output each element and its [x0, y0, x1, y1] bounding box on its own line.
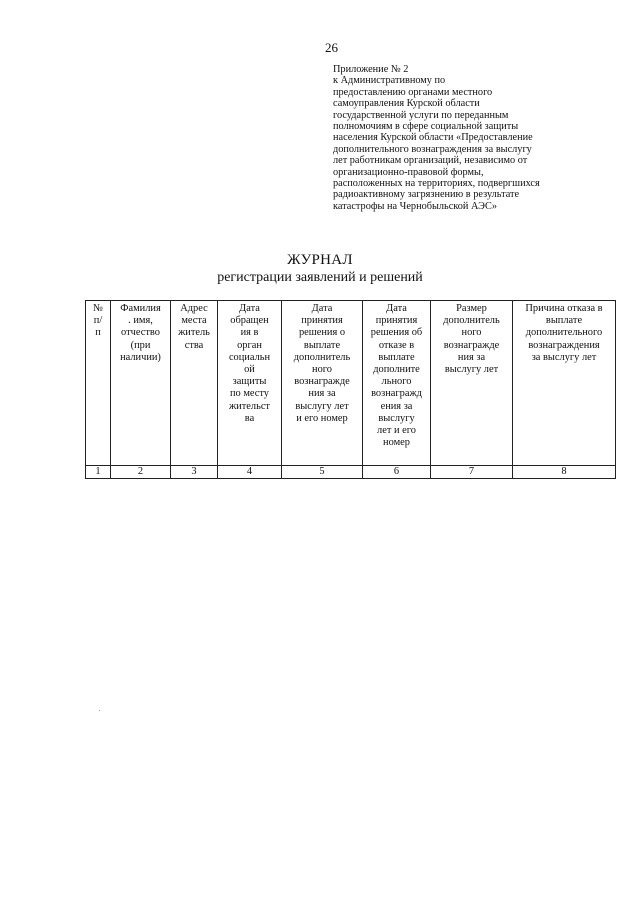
column-header-line: выплате: [303, 339, 341, 351]
column-header-line: лет и его: [377, 425, 416, 437]
column-header-line: выплате: [545, 315, 583, 327]
column-header-line: принятия: [375, 315, 418, 327]
column-header-refusal-date: [363, 301, 431, 466]
column-header-line: ства: [184, 339, 204, 351]
appendix-line: дополнительного вознаграждения за выслугу: [333, 143, 532, 155]
column-header-line: наличии): [120, 351, 161, 363]
scan-speck: [99, 710, 100, 711]
journal-title: ЖУРНАЛ: [287, 252, 353, 268]
column-header-line: за выслугу лет: [531, 351, 597, 363]
column-header-line: ного: [312, 364, 332, 376]
appendix-line: полномочиям в сфере социальной защиты: [333, 121, 519, 133]
appendix-line: организационно-правовой формы,: [333, 166, 484, 178]
column-header-line: вознагражд: [371, 388, 422, 400]
column-header-line: ния за: [308, 388, 336, 400]
column-header-line: ного: [461, 327, 482, 339]
column-number-cell: 3: [171, 466, 218, 479]
column-number-cell: 1: [86, 466, 111, 479]
column-header-line: Дата: [239, 303, 260, 314]
column-header-line: (при: [130, 339, 151, 351]
column-header-line: вознаграждения: [528, 339, 600, 351]
appendix-line: лет работникам организаций, независимо от: [333, 155, 528, 167]
page-number: 26: [325, 40, 338, 55]
appendix-line: катастрофы на Чернобыльской АЭС»: [333, 200, 497, 212]
column-number-cell: 6: [363, 466, 431, 479]
table-header-row: [86, 301, 616, 466]
column-header-line: Причина отказа в: [525, 303, 603, 314]
column-header-line: выслугу лет: [444, 364, 499, 376]
column-number-cell: 5: [282, 466, 363, 479]
appendix-line: населения Курской области «Предоставление: [333, 132, 533, 144]
column-header-line: выплате: [378, 351, 415, 363]
column-header-line: решения о: [298, 327, 346, 339]
appendix-note: [333, 64, 633, 212]
column-header-line: места: [181, 315, 207, 327]
column-header-line: жительст: [229, 400, 270, 412]
column-header-line: Фамилия: [120, 303, 161, 314]
column-header-address: [171, 301, 218, 466]
column-header-full-name: [111, 301, 171, 466]
column-header-line: отказе в: [378, 339, 415, 351]
column-header-line: ва: [244, 412, 255, 424]
column-header-line: Адрес: [180, 303, 208, 314]
column-header-line: п/: [93, 315, 103, 327]
column-number-cell: 2: [111, 466, 171, 479]
column-header-line: по месту: [229, 388, 269, 400]
registration-journal-table: [85, 300, 616, 479]
column-number-cell: 4: [218, 466, 282, 479]
column-header-line: выслугу лет: [295, 400, 349, 412]
column-header-amount: [431, 301, 513, 466]
column-header-number: [86, 301, 111, 466]
column-header-line: дополнитель: [443, 315, 500, 327]
column-header-refusal-reason: [513, 301, 616, 466]
column-header-line: п: [95, 327, 101, 339]
column-header-line: номер: [383, 437, 410, 449]
column-header-line: и его номер: [296, 412, 348, 424]
column-header-line: социальн: [228, 351, 271, 363]
column-header-line: принятия: [301, 315, 343, 327]
column-header-line: дополнительного: [525, 327, 603, 339]
column-header-line: Дата: [386, 303, 407, 314]
column-header-line: отчество: [121, 327, 160, 339]
column-header-line: вознагражде: [443, 339, 500, 351]
column-header-line: дополните: [373, 364, 420, 376]
column-header-line: дополнитель: [293, 351, 351, 363]
column-number-cell: 8: [513, 466, 616, 479]
column-number-cell: 7: [431, 466, 513, 479]
column-header-line: ния за: [457, 351, 486, 363]
column-header-line: Дата: [311, 303, 333, 314]
column-header-line: защиты: [232, 376, 267, 388]
journal-subtitle: регистрации заявлений и решений: [217, 270, 423, 285]
column-header-line: льного: [381, 376, 412, 388]
column-header-line: обращен: [230, 315, 269, 327]
appendix-line: самоуправления Курской области: [333, 98, 480, 110]
column-header-line: ения за: [380, 400, 413, 412]
column-header-approval-date: [282, 301, 363, 466]
appendix-line: радиоактивному загрязнению в результате: [333, 189, 520, 201]
column-header-line: решения об: [370, 327, 423, 339]
column-header-line: Размер: [456, 303, 487, 314]
column-header-line: ой: [244, 364, 255, 376]
column-header-line: вознагражде: [294, 376, 350, 388]
appendix-line: государственной услуги по переданным: [333, 109, 509, 121]
column-header-application-date: [218, 301, 282, 466]
column-header-line: . имя,: [128, 315, 153, 327]
column-header-line: житель: [178, 327, 210, 339]
appendix-line: расположенных на территориях, подвергшихся: [333, 178, 540, 190]
column-header-line: орган: [237, 339, 262, 351]
appendix-line: Приложение № 2: [333, 64, 409, 75]
column-header-line: №: [93, 303, 103, 314]
appendix-line: предоставлению органами местного: [333, 86, 493, 98]
column-header-line: ия в: [240, 327, 259, 339]
column-numbers-row: [86, 466, 616, 479]
appendix-line: к Административному по: [333, 75, 446, 87]
column-header-line: выслугу: [378, 412, 415, 424]
